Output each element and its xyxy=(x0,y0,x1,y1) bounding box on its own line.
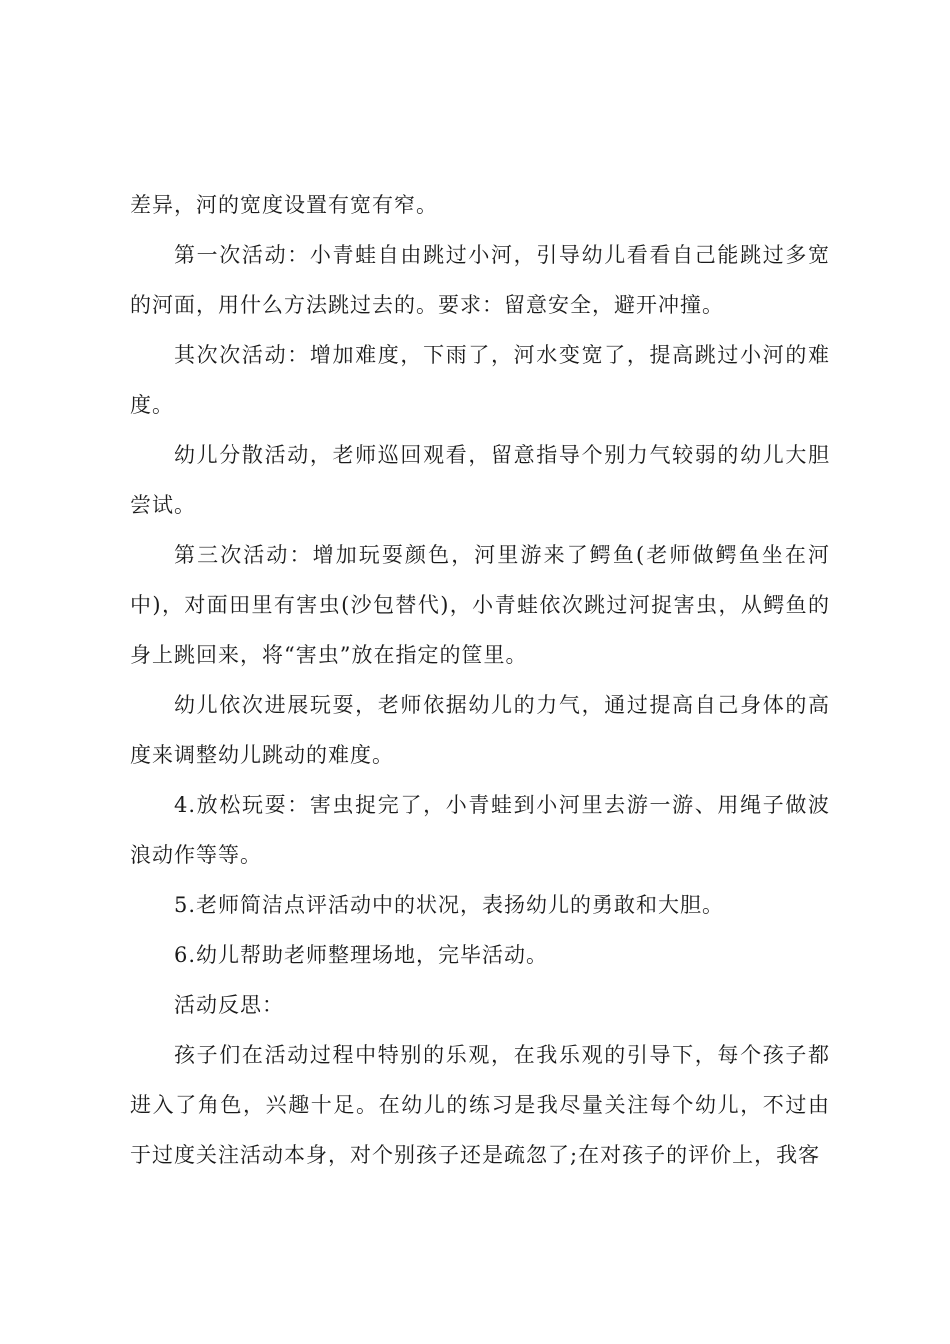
paragraph-8: 5.老师简洁点评活动中的状况，表扬幼儿的勇敢和大胆。 xyxy=(174,893,725,917)
paragraph-3: 其次次活动：增加难度，下雨了，河水变宽了，提高跳过小河的难度。 xyxy=(130,343,830,417)
paragraph-5: 第三次活动：增加玩耍颜色，河里游来了鳄鱼(老师做鳄鱼坐在河中)，对面田里有害虫(沙包替代)，小青蛙依次跳过河捉害虫，从鳄鱼的身上跳回来，将“害虫”放在指定的筐里。 xyxy=(130,543,830,667)
section-heading-reflection: 活动反思： xyxy=(174,993,284,1017)
paragraph-1: 差异，河的宽度设置有宽有窄。 xyxy=(130,193,438,217)
paragraph-7: 4.放松玩耍：害虫捉完了，小青蛙到小河里去游一游、用绳子做波浪动作等等。 xyxy=(130,793,830,867)
paragraph-2: 第一次活动：小青蛙自由跳过小河，引导幼儿看看自己能跳过多宽的河面，用什么方法跳过去的。要求：留意安全，避开冲撞。 xyxy=(130,243,830,317)
paragraph-9: 6.幼儿帮助老师整理场地，完毕活动。 xyxy=(174,943,549,967)
paragraph-6: 幼儿依次进展玩耍，老师依据幼儿的力气，通过提高自己身体的高度来调整幼儿跳动的难度。 xyxy=(130,693,830,767)
paragraph-10: 孩子们在活动过程中特别的乐观，在我乐观的引导下，每个孩子都进入了角色，兴趣十足。在幼儿的练习是我尽量关注每个幼儿，不过由于过度关注活动本身，对个别孩子还是疏忽了;在对孩子的评价上，我客 xyxy=(130,1043,830,1167)
paragraph-4: 幼儿分散活动，老师巡回观看，留意指导个别力气较弱的幼儿大胆尝试。 xyxy=(130,443,830,517)
